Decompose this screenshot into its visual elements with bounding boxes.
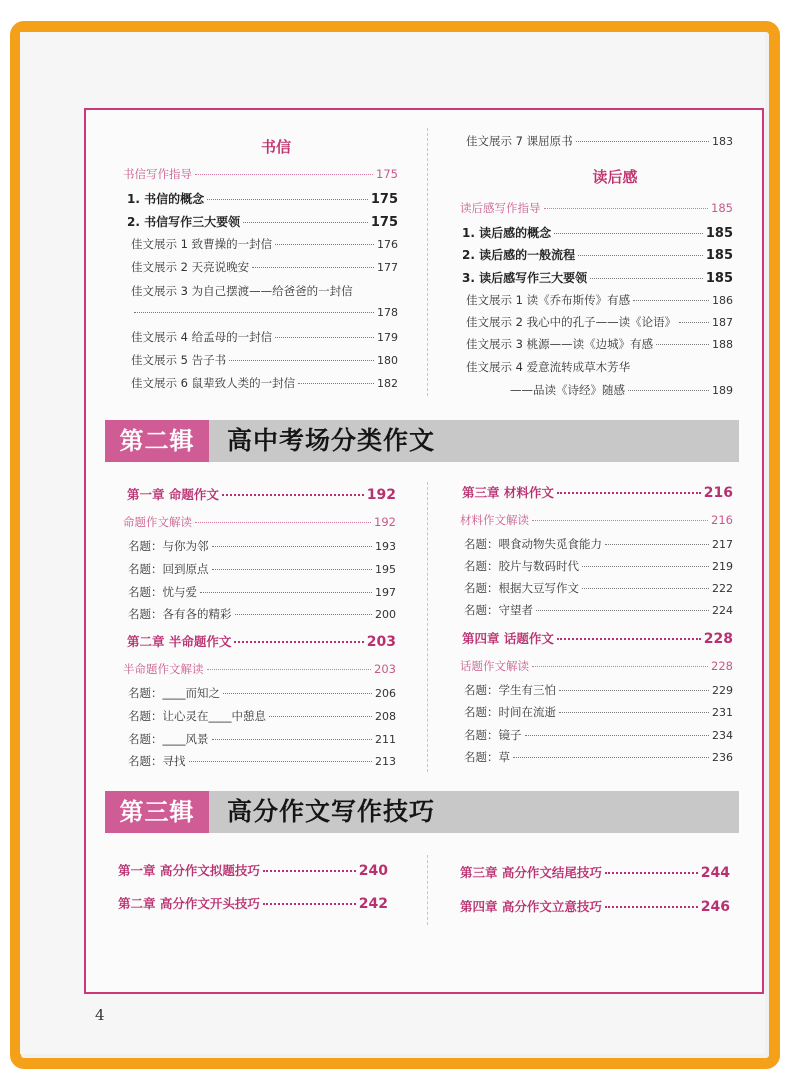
column-divider [427, 855, 428, 925]
leader-dots [252, 267, 374, 268]
leader-dots [243, 222, 368, 223]
leader-dots [229, 360, 374, 361]
toc-page: 180 [377, 354, 398, 367]
leader-dots [532, 666, 708, 667]
toc-row[interactable] [131, 259, 398, 279]
leader-dots [557, 492, 701, 494]
column-divider [427, 482, 428, 772]
toc-label: 名题：镜子 [464, 728, 522, 742]
toc-page: 185 [705, 248, 733, 263]
toc-label: 佳文展示 2 天亮说晚安 [131, 260, 250, 274]
chapter-title: 第二章 半命题作文 [127, 634, 232, 649]
toc-page: 175 [370, 215, 398, 230]
chapter-row[interactable] [127, 632, 396, 652]
toc-label: 名题：____风景 [128, 732, 209, 746]
chapter-title: 第三章 材料作文 [462, 485, 554, 500]
chapter-page: 228 [703, 631, 733, 647]
toc-label: 佳文展示 6 鼠辈致人类的一封信 [131, 376, 296, 390]
toc-row[interactable] [128, 584, 396, 604]
chapter-row[interactable] [462, 629, 733, 649]
toc-page: 176 [377, 238, 398, 251]
leader-dots [275, 244, 374, 245]
toc-row[interactable] [510, 382, 733, 402]
toc-guide-row[interactable] [460, 512, 733, 532]
toc-row[interactable] [464, 682, 733, 702]
toc-page: 185 [705, 271, 733, 286]
leader-dots [544, 208, 709, 209]
toc-row[interactable] [128, 731, 396, 751]
toc-guide-row[interactable] [123, 661, 396, 681]
toc-label: 佳文展示 3 桃源——读《边城》有感 [466, 337, 654, 351]
chapter-title: 第一章 高分作文拟题技巧 [118, 863, 260, 878]
chapter-row[interactable] [118, 894, 388, 914]
toc-label: 1. 书信的概念 [127, 192, 205, 206]
toc-page: 193 [375, 540, 396, 553]
chapter-page: 203 [366, 634, 396, 650]
toc-page: 229 [712, 684, 733, 697]
leader-dots [195, 522, 371, 523]
toc-page: 189 [712, 384, 733, 397]
leader-dots [576, 141, 709, 142]
toc-page: 213 [375, 755, 396, 768]
leader-dots [234, 641, 363, 643]
chapter-title: 第一章 命题作文 [127, 487, 219, 502]
toc-row[interactable] [464, 727, 733, 747]
leader-dots [559, 690, 709, 691]
leader-dots [189, 761, 373, 762]
leader-dots [633, 300, 709, 301]
leader-dots [275, 337, 374, 338]
leader-dots [578, 255, 703, 256]
toc-row[interactable] [127, 213, 398, 233]
toc-guide-row[interactable] [123, 514, 396, 534]
toc-label: 话题作文解读 [460, 659, 529, 673]
toc-label: 名题：根据大豆写作文 [464, 581, 579, 595]
page-number: 4 [95, 1006, 105, 1024]
chapter-page: 242 [358, 896, 388, 912]
toc-page: 185 [705, 226, 733, 241]
toc-page: 192 [374, 515, 396, 529]
toc-page: 187 [712, 316, 733, 329]
leader-dots [582, 588, 709, 589]
toc-page: 197 [375, 586, 396, 599]
toc-label: 名题：时间在流逝 [464, 705, 556, 719]
toc-guide-row[interactable] [460, 658, 733, 678]
part-title: 高中考场分类作文 [227, 426, 436, 455]
leader-dots [679, 322, 709, 323]
chapter-row[interactable] [460, 897, 730, 917]
toc-guide-row[interactable] [460, 200, 733, 220]
chapter-page: 244 [700, 865, 730, 881]
toc-row[interactable] [466, 336, 733, 356]
part-label: 第二辑 [105, 420, 209, 462]
leader-dots [269, 716, 372, 717]
toc-label: ——品读《诗经》随感 [510, 383, 625, 397]
chapter-title: 第三章 高分作文结尾技巧 [460, 865, 602, 880]
toc-row[interactable] [462, 269, 733, 289]
toc-row[interactable] [128, 753, 396, 773]
section-title-letters: 书信 [260, 138, 291, 156]
toc-row[interactable] [464, 580, 733, 600]
toc-page: 177 [377, 261, 398, 274]
toc-page: 206 [375, 687, 396, 700]
toc-page: 224 [712, 604, 733, 617]
leader-dots [605, 906, 698, 908]
toc-label: 佳文展示 4 给孟母的一封信 [131, 330, 273, 344]
toc-row[interactable] [462, 224, 733, 244]
toc-label: 读后感写作指导 [460, 201, 541, 215]
chapter-title: 第四章 话题作文 [462, 631, 554, 646]
leader-dots [235, 614, 373, 615]
toc-page: 211 [375, 733, 396, 746]
toc-page: 234 [712, 729, 733, 742]
chapter-title: 第二章 高分作文开头技巧 [118, 896, 260, 911]
toc-row[interactable] [464, 704, 733, 724]
toc-page: 182 [377, 377, 398, 390]
leader-dots [532, 520, 708, 521]
toc-row[interactable] [128, 685, 396, 705]
chapter-row[interactable] [118, 861, 388, 881]
leader-dots [223, 693, 372, 694]
toc-label: 名题：让心灵在____中憩息 [128, 709, 266, 723]
toc-label: 名题：忧与爱 [128, 585, 197, 599]
toc-row[interactable] [466, 133, 733, 153]
column-divider [427, 128, 428, 396]
leader-dots [195, 174, 373, 175]
toc-page: 175 [376, 167, 398, 181]
toc-label: 佳文展示 7 课屈原书 [466, 134, 573, 148]
toc-label: 名题：与你为邻 [128, 539, 209, 553]
toc-page: 179 [377, 331, 398, 344]
toc-page: 203 [374, 662, 396, 676]
leader-dots [222, 494, 364, 496]
toc-page: 185 [711, 201, 733, 215]
toc-label: 1. 读后感的概念 [462, 226, 552, 240]
toc-page: 219 [712, 560, 733, 573]
leader-dots [212, 569, 373, 570]
toc-row[interactable] [131, 236, 398, 256]
toc-page: 183 [712, 135, 733, 148]
toc-label: 名题：草 [464, 750, 510, 764]
toc-row[interactable] [462, 246, 733, 266]
toc-label: 佳文展示 1 读《乔布斯传》有感 [466, 293, 631, 307]
toc-label: 命题作文解读 [123, 515, 192, 529]
toc-label: 2. 书信写作三大要领 [127, 215, 241, 229]
chapter-page: 192 [366, 487, 396, 503]
toc-page: 216 [711, 513, 733, 527]
leader-dots [582, 566, 709, 567]
toc-row[interactable] [464, 558, 733, 578]
chapter-page: 246 [700, 899, 730, 915]
toc-guide-row[interactable] [123, 166, 398, 186]
toc-row[interactable] [131, 306, 398, 326]
toc-label: 书信写作指导 [123, 167, 192, 181]
leader-dots [513, 757, 709, 758]
chapter-title: 第四章 高分作文立意技巧 [460, 899, 602, 914]
toc-page: 231 [712, 706, 733, 719]
leader-dots [605, 544, 709, 545]
toc-label: 佳文展示 1 致曹操的一封信 [131, 237, 273, 251]
toc-label: 名题：守望者 [464, 603, 533, 617]
chapter-page: 216 [703, 485, 733, 501]
leader-dots [263, 903, 356, 905]
leader-dots [207, 199, 368, 200]
leader-dots [590, 278, 703, 279]
leader-dots [557, 638, 701, 640]
toc-row[interactable] [128, 538, 396, 558]
toc-row[interactable] [464, 536, 733, 556]
toc-page: 175 [370, 192, 398, 207]
toc-label: 3. 读后感写作三大要领 [462, 271, 588, 285]
toc-label: 名题：回到原点 [128, 562, 209, 576]
toc-page: 208 [375, 710, 396, 723]
leader-dots [536, 610, 709, 611]
toc-label: 材料作文解读 [460, 513, 529, 527]
toc-row[interactable] [131, 375, 398, 395]
toc-row[interactable] [128, 561, 396, 581]
leader-dots [134, 312, 374, 313]
toc-label: 名题：胶片与数码时代 [464, 559, 579, 573]
toc-row[interactable] [127, 190, 398, 210]
leader-dots [200, 592, 372, 593]
toc-page: 217 [712, 538, 733, 551]
leader-dots [554, 233, 703, 234]
toc-page: 236 [712, 751, 733, 764]
toc-page: 188 [712, 338, 733, 351]
toc-label[interactable]: 佳文展示 3 为自己摆渡——给爸爸的一封信 [131, 284, 353, 298]
leader-dots [559, 712, 709, 713]
toc-label: 2. 读后感的一般流程 [462, 248, 576, 262]
toc-row[interactable] [464, 602, 733, 622]
toc-label: 名题：各有各的精彩 [128, 607, 232, 621]
toc-page: 228 [711, 659, 733, 673]
toc-row[interactable] [131, 352, 398, 372]
toc-page: 178 [377, 306, 398, 319]
toc-row[interactable] [128, 606, 396, 626]
leader-dots [298, 383, 374, 384]
part-banner [105, 420, 739, 462]
toc-label[interactable]: 佳文展示 4 爱意流转成草木芳华 [466, 360, 631, 374]
part-title: 高分作文写作技巧 [227, 797, 436, 826]
toc-label: 佳文展示 2 我心中的孔子——读《论语》 [466, 315, 677, 329]
toc-page: 222 [712, 582, 733, 595]
leader-dots [212, 739, 373, 740]
leader-dots [207, 669, 372, 670]
toc-label: 名题：____而知之 [128, 686, 220, 700]
leader-dots [628, 390, 709, 391]
chapter-page: 240 [358, 863, 388, 879]
leader-dots [263, 870, 356, 872]
toc-label: 名题：学生有三怕 [464, 683, 556, 697]
toc-row[interactable] [464, 749, 733, 769]
toc-label: 名题：寻找 [128, 754, 186, 768]
leader-dots [605, 872, 698, 874]
toc-row[interactable] [131, 329, 398, 349]
toc-label: 半命题作文解读 [123, 662, 204, 676]
part-banner [105, 791, 739, 833]
chapter-row[interactable] [460, 863, 730, 883]
leader-dots [525, 735, 710, 736]
toc-label: 名题：喂食动物失觅食能力 [464, 537, 602, 551]
leader-dots [656, 344, 709, 345]
leader-dots [212, 546, 373, 547]
toc-label: 佳文展示 5 告子书 [131, 353, 227, 367]
toc-page: 186 [712, 294, 733, 307]
toc-page: 195 [375, 563, 396, 576]
chapter-row[interactable] [127, 485, 396, 505]
toc-row[interactable] [466, 314, 733, 334]
part-label: 第三辑 [105, 791, 209, 833]
toc-page: 200 [375, 608, 396, 621]
chapter-row[interactable] [462, 483, 733, 503]
toc-row[interactable] [466, 292, 733, 312]
toc-row[interactable] [128, 708, 396, 728]
section-title-reading: 读后感 [592, 168, 638, 186]
